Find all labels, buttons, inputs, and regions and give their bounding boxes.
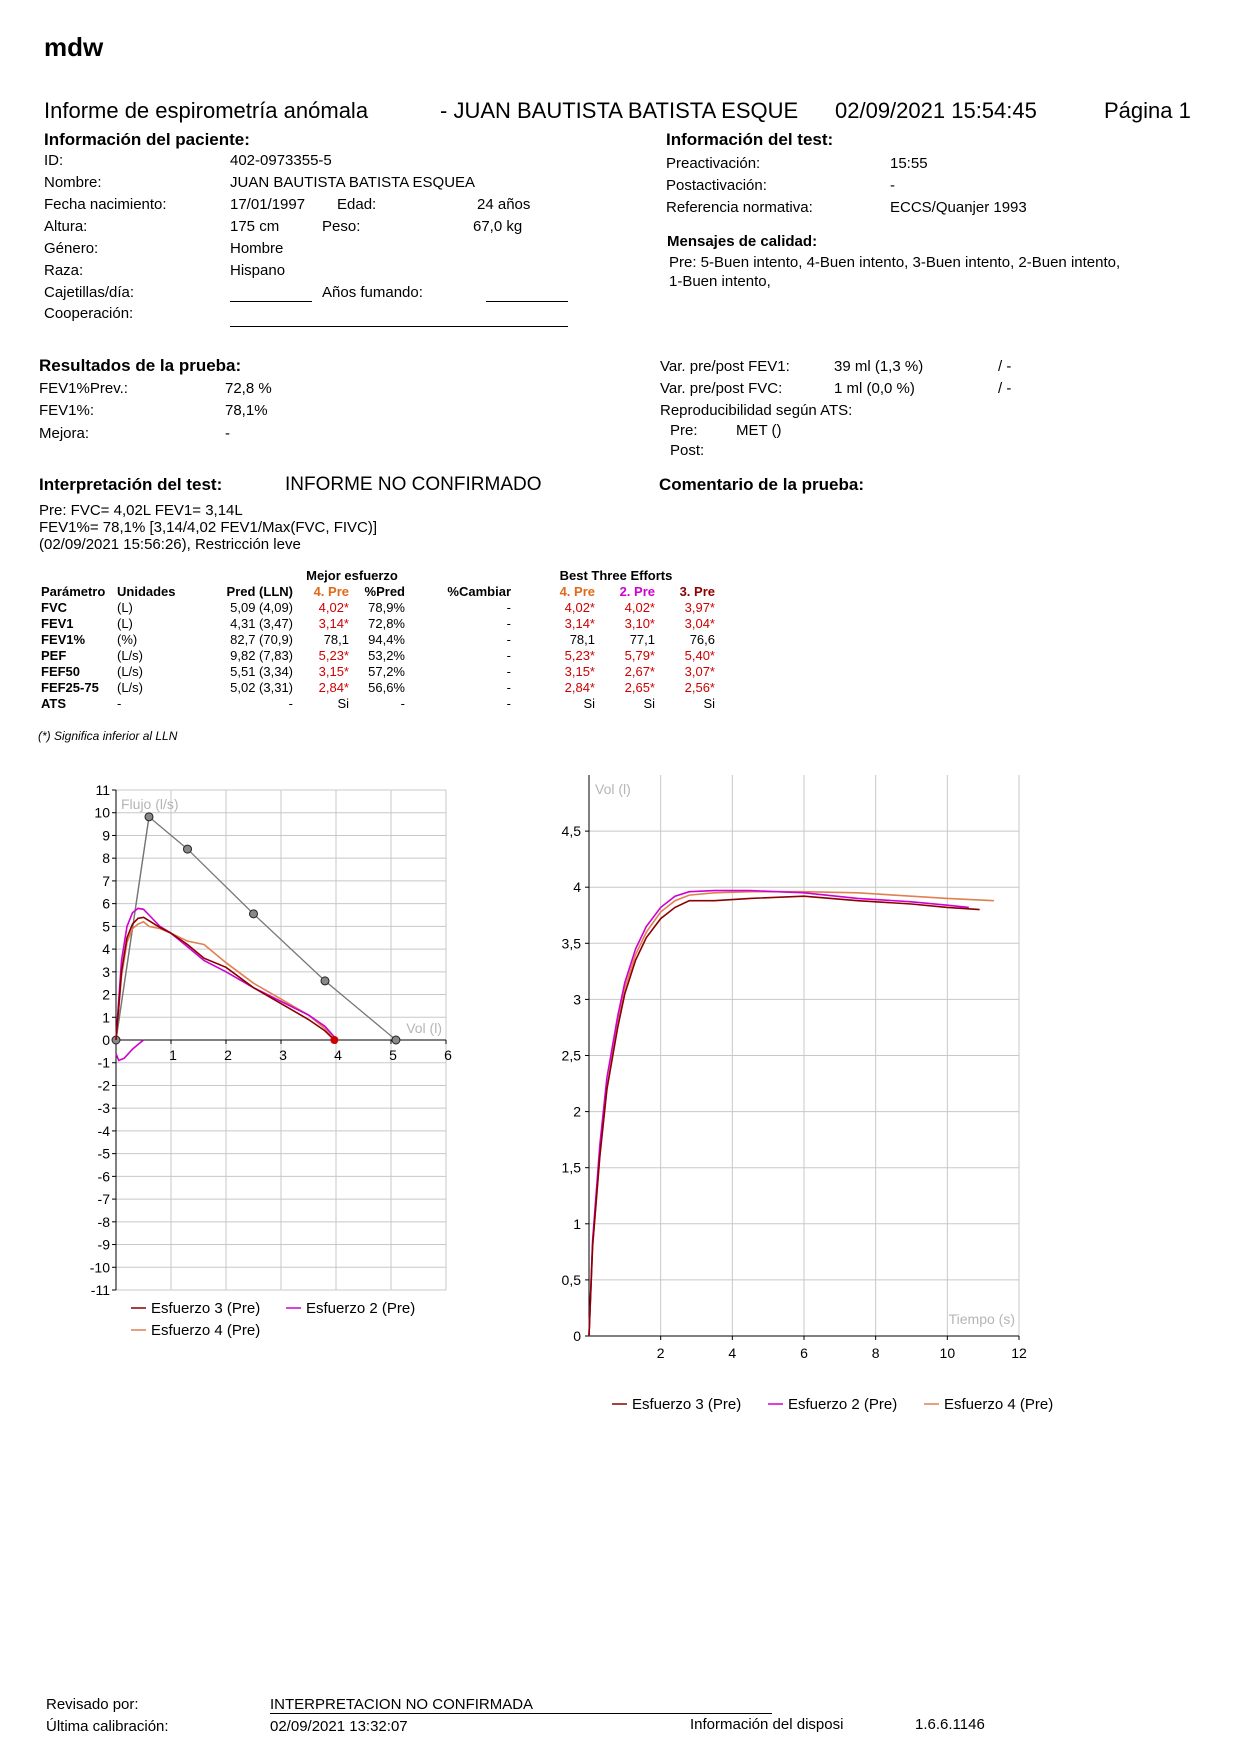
cell-unit: (L/s) [117,648,143,663]
cell-param: PEF [41,648,67,663]
cell-param: FEF25-75 [41,680,99,695]
group-best-effort: Mejor esfuerzo [306,568,398,583]
cell-best: 3,14* [318,616,349,631]
col-best: 4. Pre [313,584,349,599]
y-tick-label: 8 [102,850,110,867]
legend-label-e3: Esfuerzo 3 (Pre) [151,1300,261,1317]
cell-pct: 57,2% [368,664,405,679]
improvement-label: Mejora: [39,425,90,442]
series-line [589,896,980,1336]
series-line [589,891,969,1336]
cell-param: FVC [41,600,67,615]
predicted-point [321,977,329,985]
y-tick-label: -3 [97,1100,110,1117]
patient-id: 402-0973355-5 [230,152,332,169]
postactivation-value: - [890,177,895,194]
predicted-point [250,910,258,918]
y-axis-label: Vol (l) [595,781,631,797]
patient-gender-label: Género: [44,240,99,257]
quality-line-2: 1-Buen intento, [669,273,771,290]
report-datetime: 02/09/2021 15:54:45 [835,98,1037,123]
cell-chg: - [506,600,511,615]
patient-race-label: Raza: [44,262,84,279]
x-tick-label: 2 [656,1345,665,1361]
cell-e3: 5,40* [684,648,715,663]
y-tick-label: 0 [102,1032,110,1048]
cell-e2: Si [643,696,655,711]
y-tick-label: 3 [573,991,581,1008]
patient-age: 24 años [477,196,531,213]
y-tick-label: -10 [89,1259,110,1276]
cell-e3: 76,6 [689,632,715,647]
predicted-point [392,1036,400,1044]
cell-e4: 4,02* [564,600,595,615]
reproducibility-pre-value: MET () [736,422,782,439]
fev1-pct-label: FEV1%: [39,402,95,419]
fev1-pct-value: 78,1% [225,402,268,419]
var-fvc-label: Var. pre/post FVC: [660,380,783,397]
results-table [38,568,718,712]
cell-unit: (L/s) [117,680,143,695]
y-tick-label: 0,5 [561,1271,581,1288]
table-header-row [38,584,718,600]
cell-param: FEV1 [41,616,74,631]
cell-e2: 2,67* [624,664,655,679]
interpretation-heading: Interpretación del test: [39,475,223,494]
x-tick-label: 5 [389,1047,397,1063]
y-tick-label: 6 [102,895,110,912]
report-title: Informe de espirometría anómala [44,98,369,123]
patient-gender: Hombre [230,240,284,257]
cell-chg: - [506,680,511,695]
cooperation-blank [230,326,568,327]
y-tick-label: -1 [97,1054,110,1071]
y-tick-label: -9 [97,1236,110,1253]
cell-e2: 3,10* [624,616,655,631]
device-info-label: Información del disposi [690,1716,844,1733]
series-line [116,922,337,1040]
cell-best: Si [337,696,349,711]
patient-id-label: ID: [44,152,64,169]
x-tick-label: 6 [444,1047,452,1063]
reviewed-by-value: INTERPRETACION NO CONFIRMADA [270,1696,772,1714]
patient-weight-label: Peso: [322,218,361,235]
cell-e4: 78,1 [569,632,595,647]
cell-pct: 94,4% [368,632,405,647]
x-axis-label: Vol (l) [406,1020,442,1036]
y-tick-label: 3 [102,963,110,980]
preactivation-value: 15:55 [890,155,928,172]
cell-param: FEF50 [41,664,81,679]
cell-pred: 4,31 (3,47) [230,616,293,631]
cell-chg: - [506,696,511,711]
legend-label-e4: Esfuerzo 4 (Pre) [944,1396,1054,1413]
cell-unit: (L) [117,600,133,615]
cell-e4: Si [583,696,595,711]
col-pred: Pred (LLN) [226,584,293,599]
cell-e4: 2,84* [564,680,595,695]
var-fvc-value: 1 ml (0,0 %) [834,380,915,397]
table-row [38,632,718,648]
cell-best: 4,02* [318,600,349,615]
reviewed-by-label: Revisado por: [46,1696,139,1713]
results-heading: Resultados de la prueba: [39,356,242,375]
cell-param: ATS [41,696,67,711]
device-info-value: 1.6.6.1146 [915,1716,985,1733]
patient-info-heading: Información del paciente: [44,130,250,149]
series-line [116,908,337,1040]
y-tick-label: 7 [102,872,110,889]
cooperation-label: Cooperación: [44,305,134,322]
interpretation-status: INFORME NO CONFIRMADO [285,474,542,495]
y-tick-label: -6 [97,1168,110,1185]
years-smoking-label: Años fumando: [322,284,423,301]
cell-e4: 5,23* [564,648,595,663]
cell-e2: 4,02* [624,600,655,615]
quality-heading: Mensajes de calidad: [667,233,818,250]
var-fev1-label: Var. pre/post FEV1: [660,358,790,375]
cell-unit: (L/s) [117,664,143,679]
interpretation-line-3: (02/09/2021 15:56:26), Restricción leve [39,536,301,553]
y-tick-label: 2,5 [561,1047,581,1064]
var-fvc-post: / - [998,380,1012,397]
y-tick-label: 4 [102,941,110,958]
y-tick-label: 2 [102,986,110,1003]
fev1-prev-label: FEV1%Prev.: [39,380,128,397]
patient-dob-label: Fecha nacimiento: [44,196,167,213]
cell-e2: 2,65* [624,680,655,695]
cell-pred: 5,02 (3,31) [230,680,293,695]
y-tick-label: 10 [94,804,110,821]
packs-per-day-label: Cajetillas/día: [44,284,135,301]
reproducibility-post-label: Post: [670,442,705,459]
cell-e3: 3,07* [684,664,715,679]
table-row [38,648,718,664]
cell-unit: (%) [117,632,138,647]
patient-race: Hispano [230,262,286,279]
flow-volume-chart [80,770,520,1390]
patient-height-label: Altura: [44,218,88,235]
interpretation-line-2: FEV1%= 78,1% [3,14/4,02 FEV1/Max(FVC, FIVC)] [39,519,378,536]
preactivation-label: Preactivación: [666,155,761,172]
col-e3: 3. Pre [679,584,715,599]
group-three-efforts: Best Three Efforts [559,568,673,583]
postactivation-label: Postactivación: [666,177,767,194]
cell-best: 3,15* [318,664,349,679]
calibration-value: 02/09/2021 13:32:07 [270,1718,408,1735]
y-tick-label: 1,5 [561,1159,581,1176]
cell-pred: - [288,696,293,711]
x-tick-label: 10 [939,1345,956,1361]
y-tick-label: 4,5 [561,823,581,840]
cell-e2: 5,79* [624,648,655,663]
patient-dob: 17/01/1997 [230,196,306,213]
table-row [38,600,718,616]
cell-pct: 56,6% [368,680,405,695]
quality-line-1: Pre: 5-Buen intento, 4-Buen intento, 3-Buen intento, 2-Buen intento, [669,254,1121,271]
cell-best: 2,84* [318,680,349,695]
cell-pct: 78,9% [368,600,405,615]
table-row [38,616,718,632]
x-tick-label: 2 [224,1047,232,1063]
fev1-prev-value: 72,8 % [225,380,272,397]
y-tick-label: -2 [97,1077,110,1094]
y-tick-label: -5 [97,1145,110,1162]
cell-pred: 5,51 (3,34) [230,664,293,679]
x-tick-label: 8 [871,1345,880,1361]
predicted-point [184,845,192,853]
table-row [38,696,718,712]
x-tick-label: 3 [279,1047,287,1063]
brand-logo: mdw [44,32,104,62]
legend-label-e4: Esfuerzo 4 (Pre) [151,1322,261,1339]
page-number: Página 1 [1104,98,1191,123]
cell-chg: - [506,616,511,631]
cell-chg: - [506,648,511,663]
cell-chg: - [506,664,511,679]
improvement-value: - [225,425,230,442]
legend-label-e3: Esfuerzo 3 (Pre) [632,1396,742,1413]
reproducibility-pre-label: Pre: [670,422,698,439]
y-tick-label: 5 [102,918,110,935]
y-tick-label: -11 [90,1282,110,1298]
y-tick-label: 9 [102,827,110,844]
var-fev1-post: / - [998,358,1012,375]
patient-name-label: Nombre: [44,174,102,191]
cell-pred: 82,7 (70,9) [230,632,293,647]
x-tick-label: 1 [169,1047,177,1063]
y-tick-label: -7 [97,1191,110,1208]
x-tick-label: 6 [800,1345,808,1361]
cell-e4: 3,15* [564,664,595,679]
cell-e3: 3,97* [684,600,715,615]
patient-weight: 67,0 kg [473,218,523,235]
cell-best: 5,23* [318,648,349,663]
cell-e2: 77,1 [629,632,655,647]
cell-e3: Si [703,696,715,711]
patient-height: 175 cm [230,218,280,235]
table-row [38,664,718,680]
packs-per-day-blank [230,301,312,302]
col-unit: Unidades [117,584,176,599]
col-e2: 2. Pre [619,584,655,599]
cell-e3: 2,56* [684,680,715,695]
cell-best: 78,1 [323,632,349,647]
cell-chg: - [506,632,511,647]
cell-e3: 3,04* [684,616,715,631]
normative-ref-label: Referencia normativa: [666,199,813,216]
cell-pct: - [400,696,405,711]
y-axis-label: Flujo (l/s) [121,796,179,812]
table-group-header-row [38,568,718,584]
y-tick-label: 0 [573,1328,581,1344]
cell-pct: 53,2% [368,648,405,663]
table-row [38,680,718,696]
years-smoking-blank [486,301,568,302]
interpretation-line-1: Pre: FVC= 4,02L FEV1= 3,14L [39,502,243,519]
cell-pred: 9,82 (7,83) [230,648,293,663]
report-patient-name: - JUAN BAUTISTA BATISTA ESQUE [440,98,799,123]
y-tick-label: 4 [573,879,581,896]
cell-e4: 3,14* [564,616,595,631]
legend-label-e2: Esfuerzo 2 (Pre) [788,1396,898,1413]
y-tick-label: 2 [573,1103,581,1120]
patient-name: JUAN BAUTISTA BATISTA ESQUEA [230,174,476,191]
y-tick-label: 1 [573,1215,581,1232]
cell-pct: 72,8% [368,616,405,631]
table-body [38,600,718,712]
series-line [116,917,334,1040]
x-tick-label: 4 [334,1047,342,1063]
col-change: %Cambiar [447,584,511,599]
y-tick-label: 11 [95,782,110,798]
var-fev1-value: 39 ml (1,3 %) [834,358,924,375]
inspiratory-line [116,1040,144,1060]
series-line [589,892,994,1336]
x-axis-label: Tiempo (s) [948,1311,1015,1327]
cell-param: FEV1% [41,632,86,647]
y-tick-label: 1 [102,1009,110,1026]
cell-unit: (L) [117,616,133,631]
y-tick-label: -8 [97,1213,110,1230]
reproducibility-label: Reproducibilidad según ATS: [660,402,853,419]
calibration-label: Última calibración: [46,1718,169,1735]
table-footnote: (*) Significa inferior al LLN [38,729,178,743]
normative-ref-value: ECCS/Quanjer 1993 [890,199,1027,216]
patient-age-label: Edad: [337,196,377,213]
y-tick-label: 3,5 [561,935,581,952]
col-e4: 4. Pre [559,584,595,599]
comment-heading: Comentario de la prueba: [659,475,864,494]
x-tick-label: 12 [1011,1345,1027,1361]
test-info-heading: Información del test: [666,130,834,149]
cell-pred: 5,09 (4,09) [230,600,293,615]
x-tick-label: 4 [728,1345,737,1361]
cell-unit: - [117,696,122,711]
predicted-point [145,813,153,821]
y-tick-label: -4 [97,1122,110,1139]
col-pct-pred: %Pred [364,584,405,599]
legend-label-e2: Esfuerzo 2 (Pre) [306,1300,416,1317]
col-param: Parámetro [41,584,106,599]
end-marker [330,1036,338,1044]
volume-time-chart [540,770,1140,1413]
